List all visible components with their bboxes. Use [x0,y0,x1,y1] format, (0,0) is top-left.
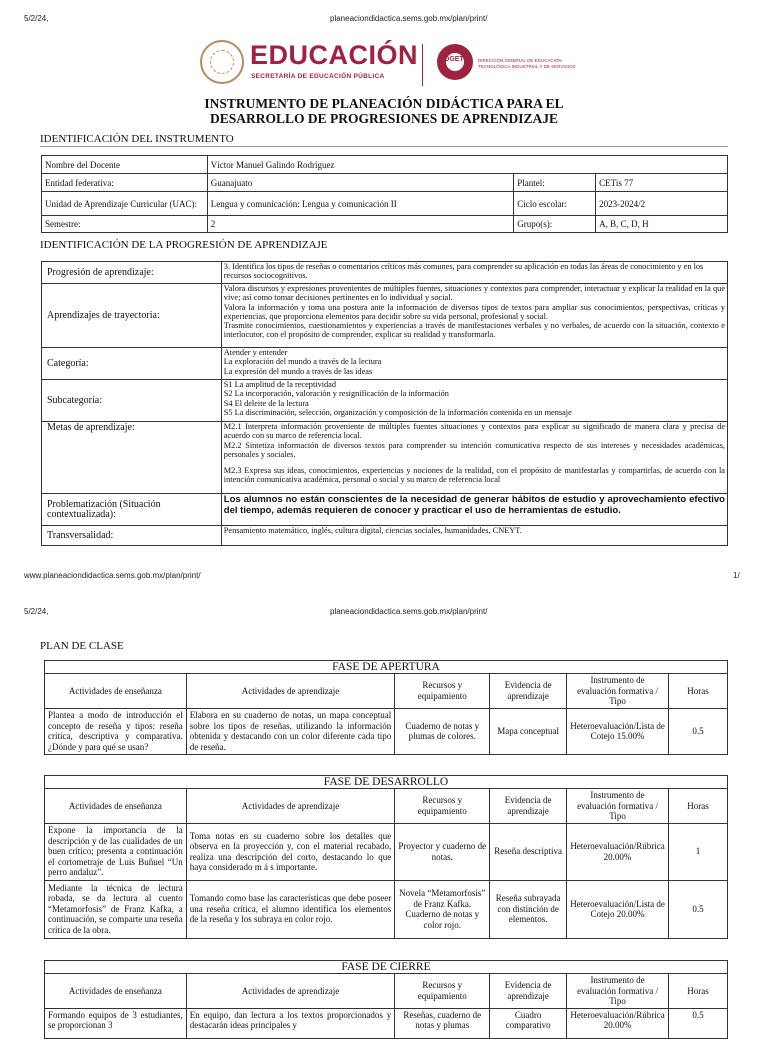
dgeti-mark: DGETI [444,56,466,63]
progresion-table [41,261,728,546]
grupo-value: A, B, C, D, H [596,216,728,233]
cierre-table: FASE DE CIERRE Actividades de enseñanza Actividades de aprendizaje Recursos y equipamiento Evidencia de aprendizaje Instrumento de evaluación formativa / Tipo Horas Formando equipos de 3 estudiantes, se proporcionan 3 En equipo, dan lectura a los textos proporcionados y destacarán ideas principales y Reseñas, cuaderno de notas y plumas Cuadro comparativo Heteroevaluación/Rúbrica 20.00% 0.5 [44,960,728,1039]
table-row: Plantea a modo de introducción el concepto de reseña y tipos: reseña crítica, descriptiva y comparativa. ¿Dónde y para qué se usan? Elabora en su cuaderno de notas, un mapa conceptual sobre los tipos de reseñas, utilizando la información obtenida y destacando con un color diferente cada tipo de reseña. Cuaderno de notas y plumas de colores. Mapa conceptual Heteroevaluación/Lista de Cotejo 15.00% 0.5 [45,708,728,754]
col-ensenanza: Actividades de enseñanza [45,674,187,709]
table-row: Mediante la técnica de lectura robada, se da lectura al cuento “Metamorfosis” de Franz Kafka, a continuación, se comparte una reseña crítica de la obra. Tomando como base las características que debe poseer una reseña crítica, el alumno identifica los elementos de la reseña y los subraya en color rojo. Novela “Metamorfosis” de Franz Kafka. Cuaderno de notas y color rojo. Reseña subrayada con distinción de elementos. Heteroevaluación/Lista de Cotejo 20.00% 0.5 [45,880,728,938]
ciclo-value: 2023-2024/2 [596,192,728,216]
trayectoria-label: Aprendizajes de trayectoria: [42,284,222,348]
subcategoria-value: S1 La amplitud de la receptividad S2 La incorporación, valoración y resignificación de la información S4 El deleite de la lectura S5 La discriminación, selección, organización y composición de la información contenida en un mensaje [221,380,727,422]
desarrollo-table: FASE DE DESARROLLO Actividades de enseñanza Actividades de aprendizaje Recursos y equipamiento Evidencia de aprendizaje Instrumento de evaluación formativa / Tipo Horas Expone la importancia de la descripción y de las cualidades de un buen crítico; presenta a continuación el cortometraje de Luis Buñuel “Un perro andaluz”. Toma notas en su cuaderno sobre los detalles que observa en la proyección y, con el material recabado, realiza una descripción del corto, destacando lo que haya considerado m á s importante. Proyector y cuaderno de notas. Reseña descriptiva Heteroevaluación/Rúbrica 20.00% 1 Mediante la técnica de lectura robada, se da lectura al cuento “Metamorfosis” de Franz Kafka, a continuación, se comparte una reseña crítica de la obra. Tomando como base las características que debe poseer una reseña crítica, el alumno identifica los elementos de la reseña y los subraya en color rojo. Novela “Metamorfosis” de Franz Kafka. Cuaderno de notas y color rojo. Reseña subrayada con distinción de elementos. Heteroevaluación/Lista de Cotejo 20.00% 0.5 [44,775,728,939]
metas-label: Metas de aprendizaje: [42,422,222,494]
print-date-2: 5/2/24, [24,607,49,616]
apertura-title: FASE DE APERTURA [45,661,728,674]
metas-value: M2.1 Interpreta información proveniente de múltiples fuentes situaciones y contextos para explicar su significado de manera clara y precisa de acuerdo con su marco de referencia local. M2.2 Sintetiza información de diversos textos para comprender su intención comunicativa respecto de sus intereses y necesidades académicas, personales y sociales. M2.3 Expresa sus ideas, conocimientos, experiencias y nociones de la realidad, con el propósito de manifestarlas y compartirlas, de acuerdo con la intención comunicativa académica, personal o social y su marco de referencia local [221,422,727,494]
table-row: Formando equipos de 3 estudiantes, se proporcionan 3 En equipo, dan lectura a los textos proporcionados y destacarán ideas principales y Reseñas, cuaderno de notas y plumas Cuadro comparativo Heteroevaluación/Rúbrica 20.00% 0.5 [45,1008,728,1038]
semestre-value: 2 [207,216,514,233]
docente-label: Nombre del Docente [42,156,208,174]
docente-value: Víctor Manuel Galindo Rodríguez [207,156,727,174]
col-evidencia: Evidencia de aprendizaje [490,674,567,709]
section-divider [40,146,728,147]
ident-table [41,155,728,233]
footer-url: www.planeaciondidactica.sems.gob.mx/plan/print/ [24,571,201,580]
table-row: Expone la importancia de la descripción y de las cualidades de un buen crítico; presenta a continuación el cortometraje de Luis Buñuel “Un perro andaluz”. Toma notas en su cuaderno sobre los detalles que observa en la proyección y, con el material recabado, realiza una descripción del corto, destacando lo que haya considerado m á s importante. Proyector y cuaderno de notas. Reseña descriptiva Heteroevaluación/Rúbrica 20.00% 1 [45,823,728,880]
section-prog-title: IDENTIFICACIÓN DE LA PROGRESIÓN DE APRENDIZAJE [40,239,328,251]
logo-divider [422,44,423,86]
progresion-value: 3. Identifica los tipos de reseñas o comentarios críticos más comunes, para comprender su aplicación en todas las áreas de conocimiento y en los recursos sociocognitivos. [221,262,727,284]
uac-value: Lengua y comunicación: Lengua y comunicación II [207,192,514,216]
section-ident-title: IDENTIFICACIÓN DEL INSTRUMENTO [40,133,234,145]
categoria-label: Categoría: [42,348,222,380]
transversalidad-label: Transversalidad: [42,526,222,546]
col-horas: Horas [669,674,728,709]
ciclo-label: Ciclo escolar: [514,192,596,216]
plan-title: PLAN DE CLASE [40,640,124,652]
col-aprendizaje: Actividades de aprendizaje [186,674,395,709]
mexico-seal-icon [200,40,244,84]
entidad-value: Guanajuato [207,174,514,192]
plantel-value: CETis 77 [596,174,728,192]
problema-value: Los alumnos no están conscientes de la necesidad de generar hábitos de estudio y aprovechamiento efectivo del tiempo, además requieren de conocer y practicar el uso de herramientas de estudio. [221,494,727,526]
progresion-label: Progresión de aprendizaje: [42,262,222,284]
dgeti-text: DIRECCIÓN GENERAL DE EDUCACIÓN TECNOLÓGICA INDUSTRIAL Y DE SERVICIOS [478,58,576,69]
educacion-logo: EDUCACIÓN [250,40,419,70]
plantel-label: Plantel: [514,174,596,192]
apertura-table [44,660,728,755]
subcategoria-label: Subcategoría: [42,380,222,422]
trayectoria-value: Valora discursos y expresiones provenientes de múltiples fuentes, situaciones y contextos para comprender, interactuar y explicar la realidad en la que vive; así como tomar decisiones pertinentes en lo individual y social. Valora la información y toma una postura ante la información de diversos tipos de textos para ampliar sus conocimientos, perspectivas, críticas y experiencias, que proporciona elementos para decidir sobre su vida personal, profesional y social. Trasmite conocimientos, cuestionamientos y experiencias a través de manifestaciones verbales y no verbales, de acuerdo con la situación, contexto e interlocutor, con el propósito de comprender, explicar su realidad y transformarla. [221,284,727,348]
print-url-2: planeaciondidactica.sems.gob.mx/plan/print/ [330,607,488,616]
document-title: INSTRUMENTO DE PLANEACIÓN DIDÁCTICA PARA EL DESARROLLO DE PROGRESIONES DE APRENDIZAJE [204,96,564,126]
entidad-label: Entidad federativa: [42,174,208,192]
uac-label: Unidad de Aprendizaje Curricular (UAC): [42,192,208,216]
problema-label: Problematización (Situación contextualizada): [42,494,222,526]
col-instrumento: Instrumento de evaluación formativa / Tipo [567,674,669,709]
col-recursos: Recursos y equipamiento [395,674,490,709]
cierre-title: FASE DE CIERRE [45,961,728,974]
print-date: 5/2/24, [24,14,49,23]
transversalidad-value: Pensamiento matemático, inglés, cultura digital, ciencias sociales, humanidades, CNEYT. [221,526,727,546]
footer-page: 1/ [733,571,740,580]
desarrollo-title: FASE DE DESARROLLO [45,776,728,789]
dgeti-gear-icon [437,44,473,80]
print-url: planeaciondidactica.sems.gob.mx/plan/print/ [330,14,488,23]
grupo-label: Grupo(s): [514,216,596,233]
semestre-label: Semestre: [42,216,208,233]
categoria-value: Atender y entender La exploración del mundo a través de la lectura La expresión del mundo a través de las ideas [221,348,727,380]
sep-subtitle: SECRETARÍA DE EDUCACIÓN PÚBLICA [251,73,385,80]
